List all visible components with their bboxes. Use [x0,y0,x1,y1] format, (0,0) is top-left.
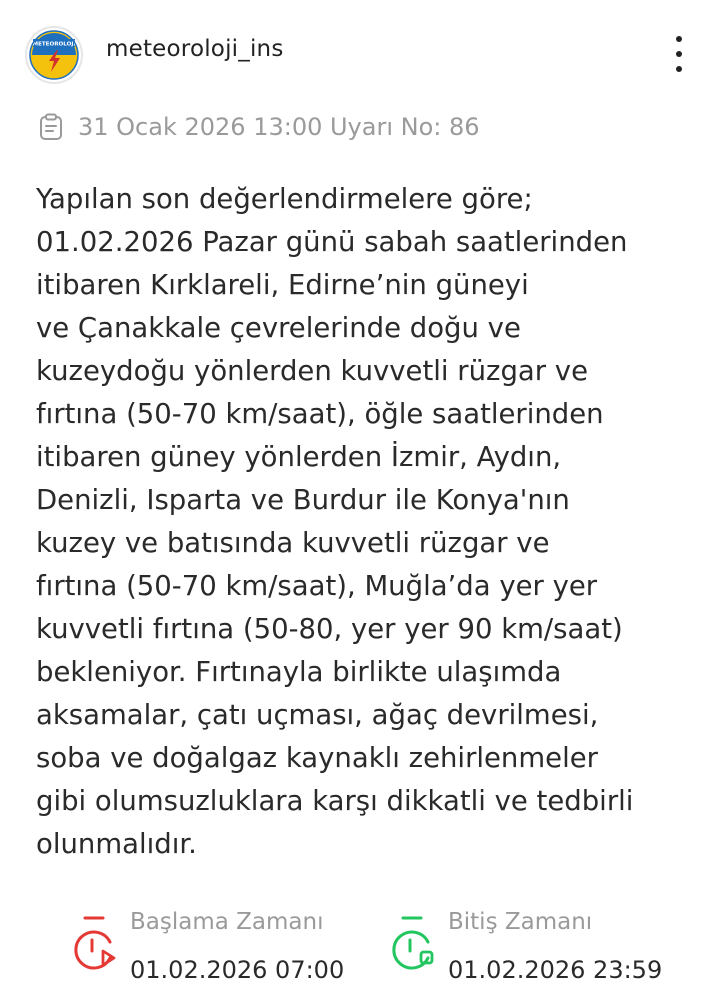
warning-text-line: itibaren güney yönlerden İzmir, Aydın, [36,441,562,473]
end-time-value: 01.02.2026 23:59 [448,956,663,984]
warning-text-line: itibaren Kırklareli, Edirne’nin güneyi [36,269,529,301]
warning-text-line: olunmalıdır. [36,828,197,860]
meteoroloji-logo-icon [27,28,81,82]
avatar[interactable] [25,26,83,84]
clipboard-icon [36,112,66,142]
timer-start-icon [70,914,118,974]
end-time-label: Bitiş Zamanı [448,909,593,935]
warning-text-line: kuzeydoğu yönlerden kuvvetli rüzgar ve [36,355,589,387]
more-vertical-icon[interactable] [665,36,693,72]
warning-text-line: fırtına (50-70 km/saat), öğle saatlerinden [36,398,604,430]
warning-text [36,178,696,866]
logo-text: METEOROLOJİ [32,41,76,48]
post-meta [36,108,480,146]
warning-text-line: kuvvetli fırtına (50-80, yer yer 90 km/saat) [36,613,623,645]
warning-text-line: fırtına (50-70 km/saat), Muğla’da yer yer [36,570,598,602]
start-time [70,902,344,992]
warning-text-line: gibi olumsuzluklara karşı dikkatli ve tedbirli [36,785,634,817]
warning-text-line: aksamalar, çatı uçması, ağaç devrilmesi, [36,699,599,731]
warning-text-line: Yapılan son değerlendirmelere göre; [36,183,533,215]
warning-text-line: Denizli, Isparta ve Burdur ile Konya'nın [36,484,570,516]
warning-text-line: 01.02.2026 Pazar günü sabah saatlerinden [36,226,628,258]
timer-stop-icon [388,914,436,974]
end-time [388,902,662,992]
start-time-value: 01.02.2026 07:00 [130,956,345,984]
post-header [0,0,720,110]
warning-text-line: kuzey ve batısında kuvvetli rüzgar ve [36,527,550,559]
warning-text-line: soba ve doğalgaz kaynaklı zehirlenmeler [36,742,598,774]
date-warning-number: 31 Ocak 2026 13:00 Uyarı No: 86 [78,113,480,141]
warning-text-line: bekleniyor. Fırtınayla birlikte ulaşımda [36,656,562,688]
start-time-label: Başlama Zamanı [130,909,324,935]
username[interactable]: meteoroloji_ins [106,36,284,62]
warning-text-line: ve Çanakkale çevrelerinde doğu ve [36,312,521,344]
